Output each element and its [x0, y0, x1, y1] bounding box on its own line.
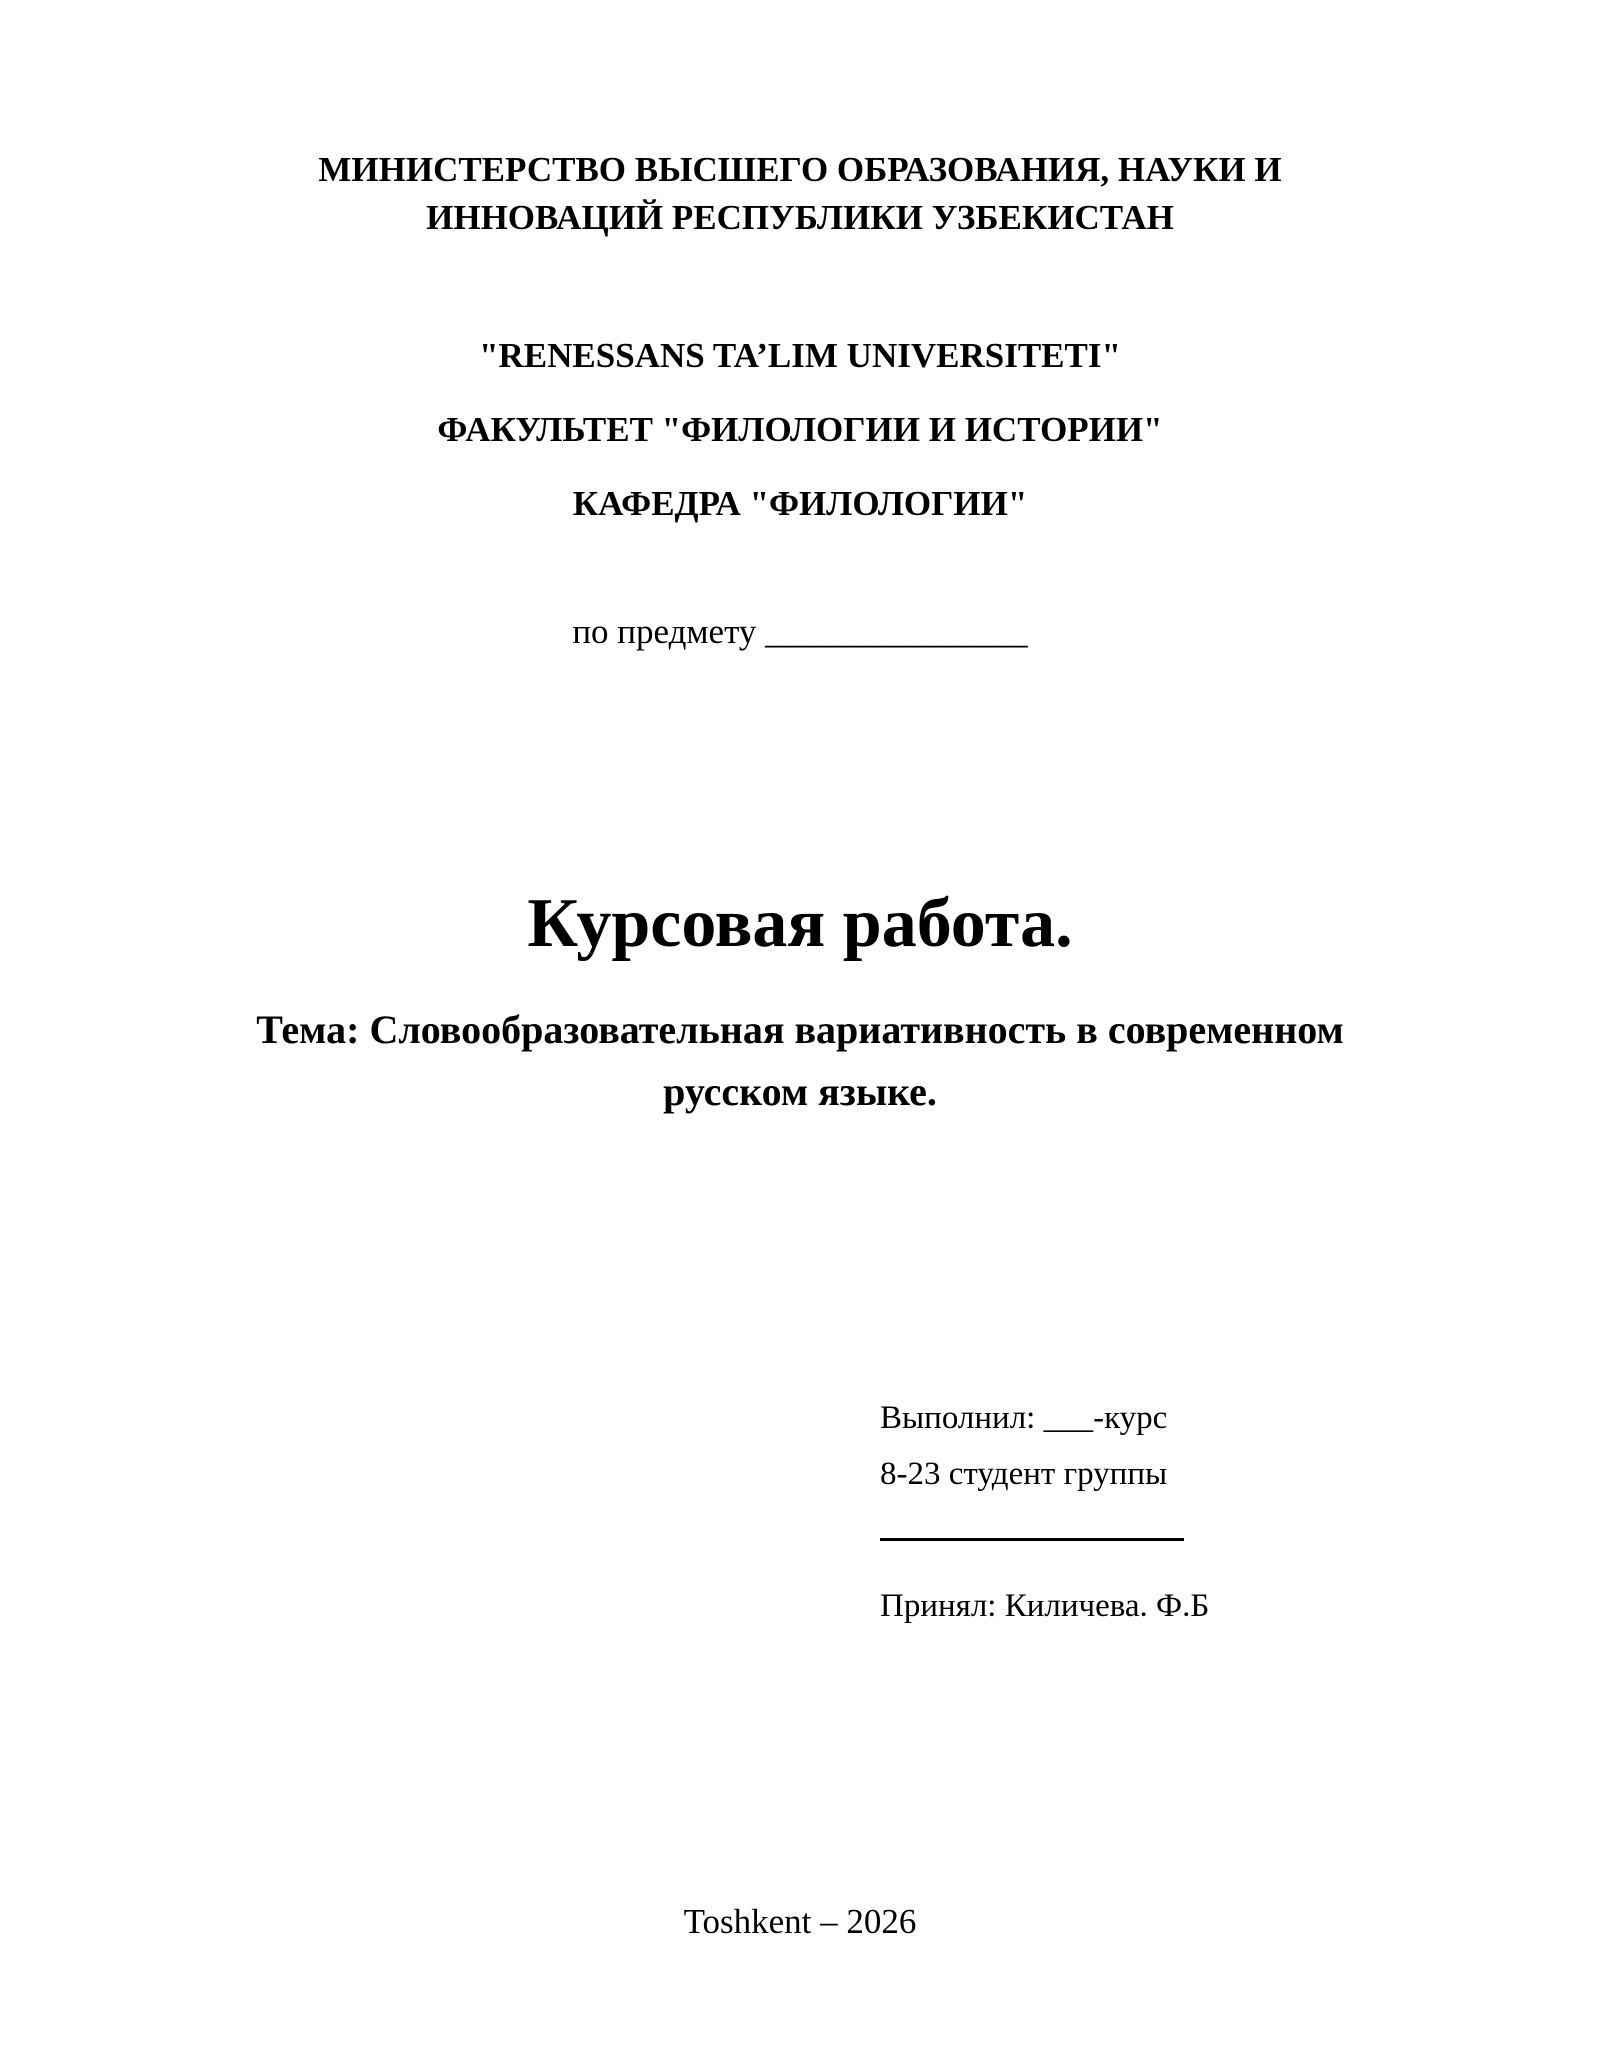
- student-group-line: 8-23 студент группы: [880, 1456, 1168, 1492]
- signature-underline: [880, 1538, 1184, 1541]
- ministry-heading-line1: МИНИСТЕРСТВО ВЫСШЕГО ОБРАЗОВАНИЯ, НАУКИ И: [318, 150, 1282, 189]
- topic-line1: Тема: Словообразовательная вариативность в современном: [256, 1007, 1344, 1052]
- topic-line2: русском языке.: [663, 1069, 937, 1114]
- city-year-footer: Toshkent – 2026: [683, 1902, 917, 1941]
- ministry-heading-line2: ИННОВАЦИЙ РЕСПУБЛИКИ УЗБЕКИСТАН: [426, 198, 1174, 237]
- department-name: КАФЕДРА "ФИЛОЛОГИИ": [572, 484, 1028, 523]
- document-title: Курсовая работа.: [527, 885, 1073, 962]
- faculty-name: ФАКУЛЬТЕТ "ФИЛОЛОГИИ И ИСТОРИИ": [437, 410, 1163, 449]
- university-name: "RENESSANS TA’LIM UNIVERSITETI": [479, 336, 1121, 375]
- accepted-by-line: Принял: Киличева. Ф.Б: [880, 1588, 1210, 1624]
- completed-by-line: Выполнил: ___-курс: [880, 1400, 1168, 1436]
- subject-line: по предмету _______________: [572, 612, 1028, 651]
